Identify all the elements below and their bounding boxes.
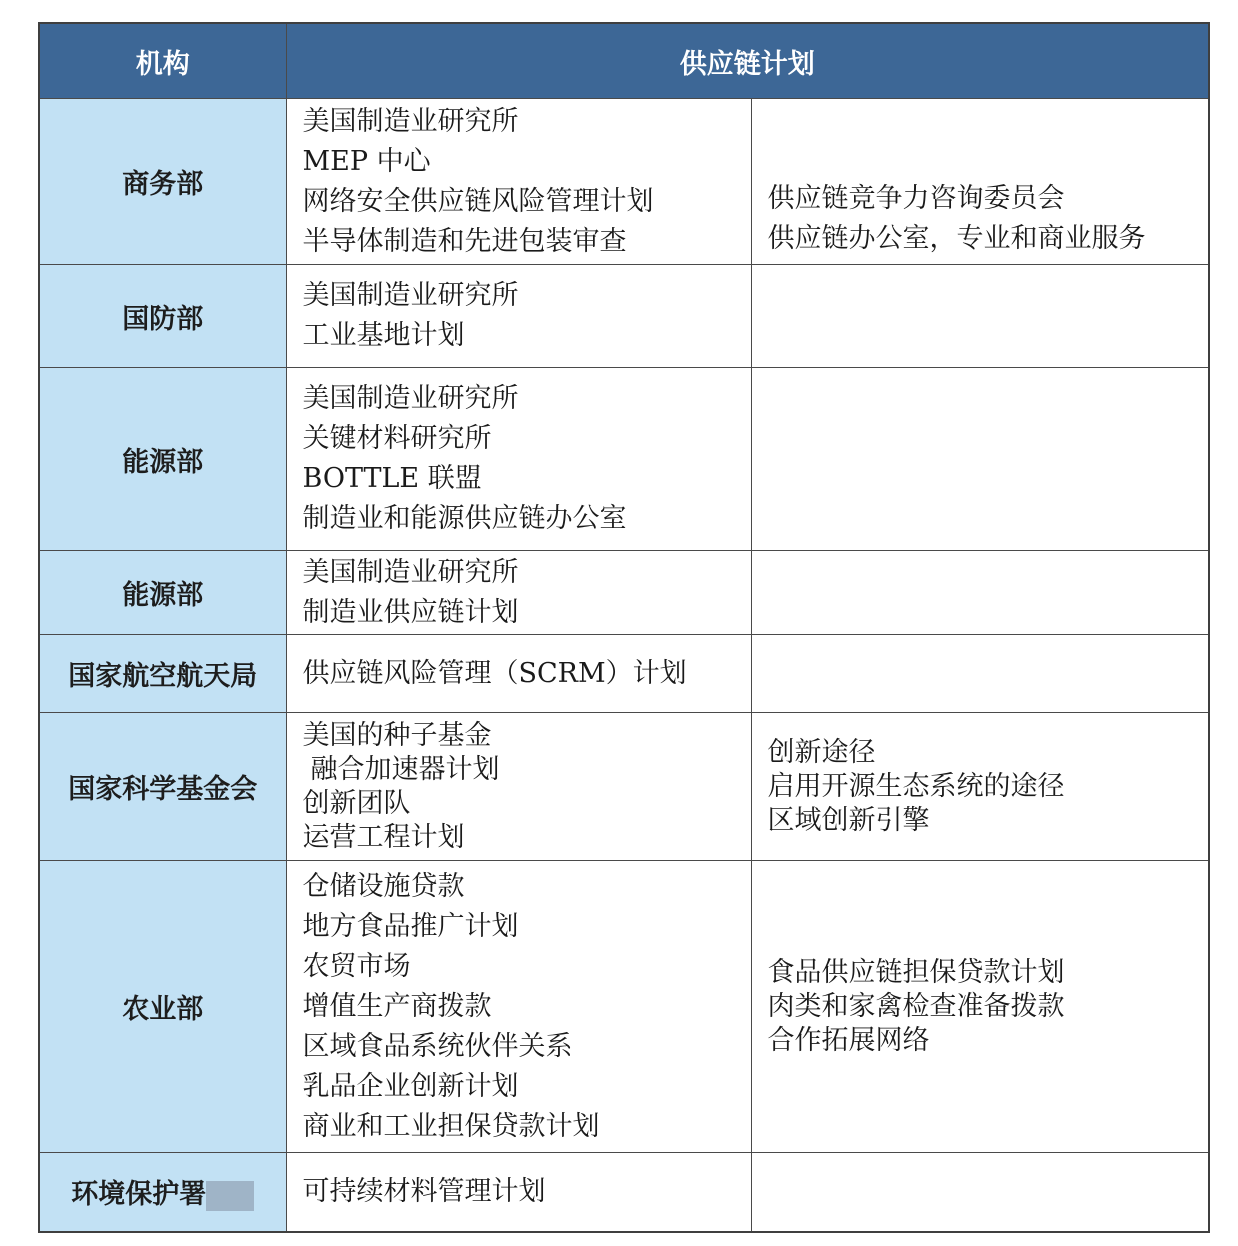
program-item: 美国的种子基金 xyxy=(302,719,492,751)
agency-programs-table xyxy=(38,22,1210,1233)
program-item: 乳品企业创新计划 xyxy=(302,1070,519,1102)
program-item: 融合加速器计划 xyxy=(310,753,500,785)
header-agency: 机构 xyxy=(39,23,286,99)
program-item: 半导体制造和先进包装审查 xyxy=(302,225,627,257)
program-item: 食品供应链担保贷款计划 xyxy=(767,956,1065,988)
program-item: 农贸市场 xyxy=(302,950,411,982)
program-item: 商业和工业担保贷款计划 xyxy=(302,1110,600,1142)
program-item: 供应链竞争力咨询委员会 xyxy=(767,183,1065,214)
programs-cell-secondary xyxy=(751,1153,1209,1232)
table-header-row xyxy=(39,23,1209,99)
table-row xyxy=(39,368,1209,551)
program-item: 美国制造业研究所 xyxy=(302,280,519,311)
program-item: 区域创新引擎 xyxy=(767,804,930,836)
table-row xyxy=(39,99,1209,265)
program-item: 网络安全供应链风险管理计划 xyxy=(302,185,654,217)
table-row xyxy=(39,713,1209,861)
program-item: 区域食品系统伙伴关系 xyxy=(302,1030,573,1062)
agency-name: 环境保护署 xyxy=(71,1179,207,1211)
program-item: 美国制造业研究所 xyxy=(302,105,519,137)
programs-cell-secondary xyxy=(751,265,1209,368)
program-item: 制造业供应链计划 xyxy=(302,596,519,628)
programs-cell-secondary xyxy=(751,551,1209,635)
program-item: 供应链风险管理（SCRM）计划 xyxy=(302,657,687,689)
table-row xyxy=(39,861,1209,1153)
program-item: 制造业和能源供应链办公室 xyxy=(302,503,627,534)
program-item: 创新途径 xyxy=(767,736,876,768)
agency-cell xyxy=(39,635,286,713)
program-item: 地方食品推广计划 xyxy=(302,910,519,942)
agency-cell xyxy=(39,551,286,635)
program-item: 美国制造业研究所 xyxy=(302,556,519,588)
programs-cell-secondary xyxy=(751,861,1209,1153)
program-item: 工业基地计划 xyxy=(302,320,465,351)
programs-cell-secondary xyxy=(751,635,1209,713)
table-row xyxy=(39,1153,1209,1232)
agency-cell xyxy=(39,1153,286,1232)
program-item: 增值生产商拨款 xyxy=(302,990,492,1022)
programs-cell-primary xyxy=(286,368,751,551)
table-row xyxy=(39,635,1209,713)
agency-name: 农业部 xyxy=(122,994,204,1025)
redaction-block xyxy=(206,1181,254,1211)
agency-name: 能源部 xyxy=(122,580,204,611)
agency-name: 国家航空航天局 xyxy=(68,661,258,692)
programs-cell-secondary xyxy=(751,99,1209,265)
agency-name: 国防部 xyxy=(122,303,204,335)
table-row xyxy=(39,265,1209,368)
programs-cell-primary xyxy=(286,861,751,1153)
program-item: 可持续材料管理计划 xyxy=(302,1175,546,1207)
programs-cell-primary xyxy=(286,551,751,635)
program-item: MEP 中心 xyxy=(302,145,431,177)
agency-cell xyxy=(39,99,286,265)
agency-cell xyxy=(39,368,286,551)
programs-cell-primary xyxy=(286,99,751,265)
program-item: 启用开源生态系统的途径 xyxy=(767,770,1065,802)
agency-name: 商务部 xyxy=(122,169,204,200)
programs-cell-primary xyxy=(286,635,751,713)
program-item: 肉类和家禽检查准备拨款 xyxy=(767,990,1065,1022)
table-row xyxy=(39,551,1209,635)
agency-cell xyxy=(39,861,286,1153)
program-item: 供应链办公室，专业和商业服务 xyxy=(767,223,1146,254)
programs-cell-secondary xyxy=(751,713,1209,861)
agency-cell xyxy=(39,713,286,861)
program-item: 运营工程计划 xyxy=(302,821,465,853)
program-item: 关键材料研究所 xyxy=(302,423,492,454)
program-item: BOTTLE 联盟 xyxy=(302,463,482,494)
program-item: 创新团队 xyxy=(302,787,411,819)
program-item: 合作拓展网络 xyxy=(767,1024,930,1056)
program-item: 美国制造业研究所 xyxy=(302,383,519,414)
agency-name: 国家科学基金会 xyxy=(68,774,258,805)
programs-cell-primary xyxy=(286,713,751,861)
header-programs: 供应链计划 xyxy=(286,23,1209,99)
programs-cell-primary xyxy=(286,1153,751,1232)
programs-cell-secondary xyxy=(751,368,1209,551)
programs-cell-primary xyxy=(286,265,751,368)
agency-name: 能源部 xyxy=(122,446,204,478)
agency-cell xyxy=(39,265,286,368)
program-item: 仓储设施贷款 xyxy=(302,870,465,902)
